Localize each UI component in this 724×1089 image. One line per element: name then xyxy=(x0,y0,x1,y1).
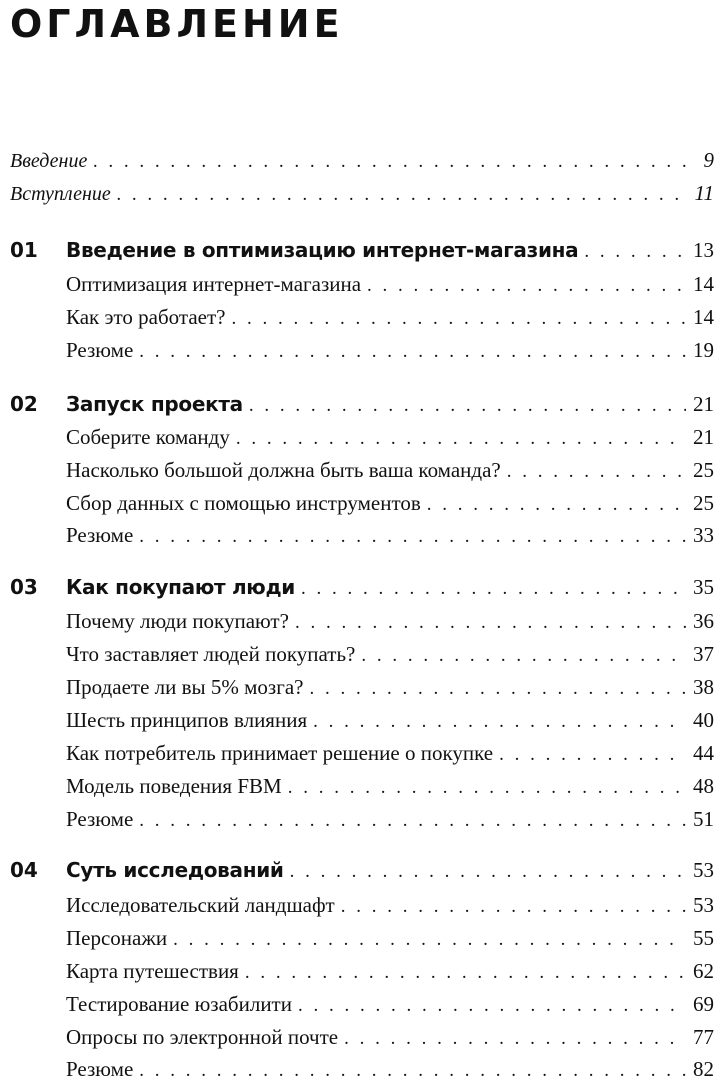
toc-page-number: 9 xyxy=(703,148,714,172)
dot-leader xyxy=(245,959,686,984)
toc-page-number: 77 xyxy=(693,1025,714,1049)
dot-leader xyxy=(117,183,686,206)
toc-chapter-02[interactable] xyxy=(10,392,714,417)
toc-page-number: 55 xyxy=(693,926,714,950)
section-title: Модель поведения FBM xyxy=(66,774,282,798)
toc-section[interactable] xyxy=(66,774,714,799)
toc-section[interactable] xyxy=(66,642,714,667)
dot-leader xyxy=(231,305,686,330)
dot-leader xyxy=(584,241,686,263)
toc-page-number: 19 xyxy=(693,338,714,362)
chapter-title: Введение в оптимизацию интернет-магазина xyxy=(66,238,579,262)
chapter-number: 04 xyxy=(10,858,38,882)
section-title: Исследовательский ландшафт xyxy=(66,893,335,917)
toc-page-number: 82 xyxy=(693,1057,714,1081)
toc-chapter-03[interactable] xyxy=(10,575,714,600)
dot-leader xyxy=(139,807,686,832)
dot-leader xyxy=(290,861,686,883)
toc-section[interactable] xyxy=(66,926,714,951)
toc-page-number: 36 xyxy=(693,609,714,633)
toc-section[interactable] xyxy=(66,491,714,516)
dot-leader xyxy=(499,741,686,766)
toc-entry-label: Вступление xyxy=(10,183,111,205)
page-title: ОГЛАВЛЕНИЕ xyxy=(10,2,344,46)
dot-leader xyxy=(301,578,686,600)
toc-section[interactable] xyxy=(66,458,714,483)
toc-page-number: 62 xyxy=(693,959,714,983)
chapter-number: 02 xyxy=(10,392,38,416)
dot-leader xyxy=(309,675,686,700)
toc-section[interactable] xyxy=(66,675,714,700)
toc-page-number: 53 xyxy=(693,893,714,917)
dot-leader xyxy=(288,774,686,799)
section-title: Насколько большой должна быть ваша команда? xyxy=(66,458,501,482)
toc-page-number: 11 xyxy=(694,181,714,205)
toc-section[interactable] xyxy=(66,708,714,733)
toc-page-number: 48 xyxy=(693,774,714,798)
chapter-title: Суть исследований xyxy=(66,858,284,882)
section-title: Соберите команду xyxy=(66,425,230,449)
dot-leader xyxy=(367,272,686,297)
toc-section[interactable] xyxy=(66,305,714,330)
toc-page-number: 69 xyxy=(693,992,714,1016)
section-title: Оптимизация интернет-магазина xyxy=(66,272,362,296)
toc-page-number: 14 xyxy=(693,272,714,296)
dot-leader xyxy=(236,425,686,450)
toc-section[interactable] xyxy=(66,893,714,918)
dot-leader xyxy=(341,893,686,918)
dot-leader xyxy=(507,458,686,483)
toc-entry-front[interactable] xyxy=(10,181,714,206)
toc-page-number: 53 xyxy=(693,858,714,882)
section-title: Резюме xyxy=(66,523,134,547)
section-title: Что заставляет людей покупать? xyxy=(66,642,356,666)
toc-page-number: 25 xyxy=(693,491,714,515)
section-title: Резюме xyxy=(66,1057,134,1081)
dot-leader xyxy=(139,1057,686,1082)
dot-leader xyxy=(295,609,686,634)
toc-section[interactable] xyxy=(66,523,714,548)
toc-page-number: 21 xyxy=(693,425,714,449)
chapter-number: 01 xyxy=(10,238,38,262)
dot-leader xyxy=(361,642,686,667)
toc-section[interactable] xyxy=(66,741,714,766)
dot-leader xyxy=(139,338,686,363)
toc-page-number: 13 xyxy=(693,238,714,262)
toc-section[interactable] xyxy=(66,338,714,363)
section-title: Резюме xyxy=(66,807,134,831)
toc-chapter-04[interactable] xyxy=(10,858,714,883)
toc-page-number: 35 xyxy=(693,575,714,599)
section-title: Сбор данных с помощью инструментов xyxy=(66,491,421,515)
toc-page-number: 44 xyxy=(693,741,714,765)
section-title: Как потребитель принимает решение о покупке xyxy=(66,741,494,765)
toc-page-number: 37 xyxy=(693,642,714,666)
toc-page-number: 25 xyxy=(693,458,714,482)
section-title: Тестирование юзабилити xyxy=(66,992,292,1016)
section-title: Продаете ли вы 5% мозга? xyxy=(66,675,304,699)
section-title: Карта путешествия xyxy=(66,959,239,983)
dot-leader xyxy=(344,1025,686,1050)
chapter-number: 03 xyxy=(10,575,38,599)
dot-leader xyxy=(139,523,686,548)
toc-page-number: 40 xyxy=(693,708,714,732)
dot-leader xyxy=(93,150,686,173)
toc-chapter-01[interactable] xyxy=(10,238,714,263)
section-title: Шесть принципов влияния xyxy=(66,708,308,732)
toc-section[interactable] xyxy=(66,1025,714,1050)
toc-page-number: 14 xyxy=(693,305,714,329)
toc-section[interactable] xyxy=(66,272,714,297)
chapter-title: Как покупают люди xyxy=(66,575,296,599)
toc-section[interactable] xyxy=(66,609,714,634)
toc-section[interactable] xyxy=(66,1057,714,1082)
toc-page-number: 21 xyxy=(693,392,714,416)
toc-section[interactable] xyxy=(66,959,714,984)
toc-page-number: 33 xyxy=(693,523,714,547)
dot-leader xyxy=(298,992,686,1017)
section-title: Как это работает? xyxy=(66,305,226,329)
dot-leader xyxy=(427,491,686,516)
toc-entry-front[interactable] xyxy=(10,148,714,173)
chapter-title: Запуск проекта xyxy=(66,392,243,416)
dot-leader xyxy=(249,395,686,417)
toc-entry-label: Введение xyxy=(10,150,88,172)
toc-page-number: 38 xyxy=(693,675,714,699)
toc-section[interactable] xyxy=(66,425,714,450)
dot-leader xyxy=(173,926,686,951)
section-title: Резюме xyxy=(66,338,134,362)
section-title: Почему люди покупают? xyxy=(66,609,289,633)
section-title: Опросы по электронной почте xyxy=(66,1025,339,1049)
toc-section[interactable] xyxy=(66,807,714,832)
dot-leader xyxy=(313,708,686,733)
section-title: Персонажи xyxy=(66,926,168,950)
toc-section[interactable] xyxy=(66,992,714,1017)
toc-page-number: 51 xyxy=(693,807,714,831)
